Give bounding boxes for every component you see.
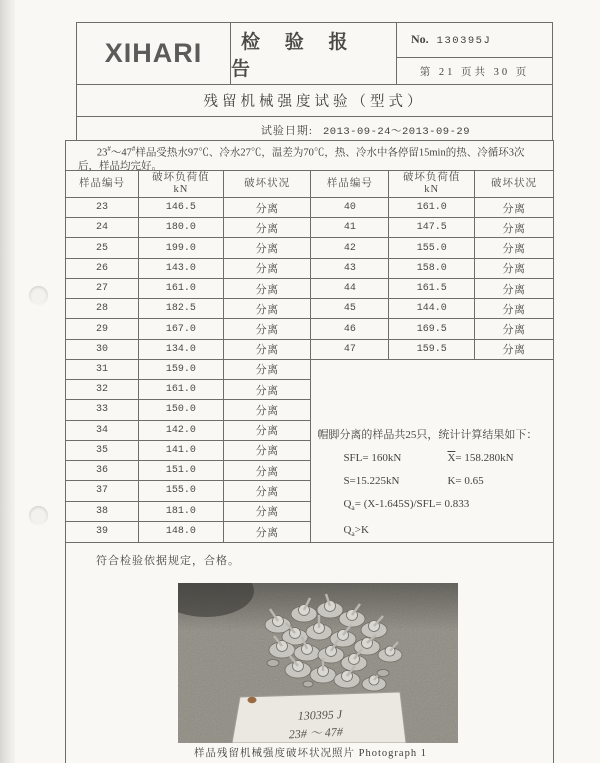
board-clip — [248, 697, 257, 703]
stats-q-value: = (X-1.645S)/SFL= 0.833 — [354, 497, 470, 510]
report-number-label: No. — [411, 32, 429, 46]
col-header-load-unit: kN — [173, 184, 189, 195]
load-value-cell: 142.0 — [139, 421, 224, 441]
sample-no-cell: 29 — [66, 319, 139, 339]
col-header-sample-no: 样品编号 — [66, 171, 139, 198]
status-cell: 分离 — [224, 259, 312, 279]
status-cell: 分离 — [475, 218, 553, 238]
stats-line-q-formula — [317, 493, 549, 519]
conclusion-text: 符合检验依据规定，合格。 — [96, 555, 240, 567]
stats-intro: 帽脚分离的样品共25只，统计计算结果如下： — [317, 428, 538, 441]
stats-line-q-check — [317, 519, 549, 545]
status-cell: 分离 — [475, 259, 553, 279]
load-value-cell: 158.0 — [389, 259, 475, 279]
intro-text: 23 — [96, 147, 108, 159]
stats-line-s-k — [317, 470, 549, 493]
status-cell: 分离 — [224, 461, 312, 481]
conclusion-section — [65, 543, 554, 763]
load-value-cell: 150.0 — [139, 400, 224, 420]
sample-no-cell: 47 — [311, 340, 389, 360]
report-number-value: 130395J — [436, 35, 492, 47]
sample-no-cell: 30 — [66, 340, 139, 360]
test-date-value: 2013-09-24～2013-09-29 — [322, 126, 470, 138]
load-value-cell: 148.0 — [139, 522, 224, 542]
stats-q-sub: a — [351, 503, 355, 513]
sample-no-cell: 38 — [66, 502, 139, 522]
status-cell: 分离 — [475, 340, 553, 360]
stats-s: S=15.225kN — [343, 474, 400, 487]
load-value-cell: 134.0 — [139, 340, 224, 360]
col-header-load — [139, 171, 224, 198]
photo-label-board — [232, 692, 406, 743]
load-value-cell: 182.5 — [139, 299, 224, 319]
status-cell: 分离 — [475, 319, 553, 339]
punch-hole-bottom — [29, 506, 48, 525]
intro-text: 样品受热水97℃、冷水27℃，温差为70℃，热、冷水中各停留15min的热、冷循环3次后，样品均完好。 — [78, 147, 525, 172]
status-cell: 分离 — [224, 340, 312, 360]
test-date-label: 试验日期: — [260, 125, 313, 137]
status-cell: 分离 — [224, 400, 312, 420]
stats-xbar: $\overline{X}$ — [447, 451, 456, 464]
sample-photo-image — [178, 583, 458, 743]
document-title: 残留机械强度试验（型式） — [76, 85, 553, 117]
status-cell: 分离 — [224, 502, 312, 522]
col-header-load-text: 破坏负荷值 — [402, 172, 461, 183]
report-number — [397, 23, 552, 58]
col-header-load-unit: kN — [424, 184, 440, 195]
load-value-cell: 159.5 — [389, 340, 475, 360]
load-value-cell: 159.0 — [139, 360, 224, 380]
hash-sup: # — [131, 145, 136, 153]
stats-line-sfl-xbar — [317, 447, 549, 470]
punch-hole-top — [29, 286, 48, 305]
sample-no-cell: 31 — [66, 360, 139, 380]
sample-no-cell: 36 — [66, 461, 139, 481]
results-table — [65, 170, 554, 543]
stats-k: K= 0.65 — [447, 474, 484, 487]
status-cell: 分离 — [224, 421, 312, 441]
sample-no-cell: 42 — [311, 238, 389, 258]
status-cell: 分离 — [224, 218, 312, 238]
load-value-cell: 141.0 — [139, 441, 224, 461]
sample-no-cell: 27 — [66, 279, 139, 299]
status-cell: 分离 — [224, 279, 312, 299]
load-value-cell: 169.5 — [389, 319, 475, 339]
load-value-cell: 180.0 — [139, 218, 224, 238]
sample-photo — [178, 583, 458, 743]
intro-text: ～47 — [110, 147, 132, 159]
sample-no-cell: 28 — [66, 299, 139, 319]
board-text-report-no: 130395 J — [297, 707, 343, 723]
status-cell: 分离 — [224, 299, 312, 319]
sample-no-cell: 34 — [66, 421, 139, 441]
sample-no-cell: 35 — [66, 441, 139, 461]
stats-q: Q — [343, 524, 352, 537]
status-cell: 分离 — [224, 522, 312, 542]
load-value-cell: 155.0 — [139, 481, 224, 501]
load-value-cell: 143.0 — [139, 259, 224, 279]
sample-no-cell: 43 — [311, 259, 389, 279]
sample-no-cell: 39 — [66, 522, 139, 542]
load-value-cell: 161.0 — [139, 380, 224, 400]
status-cell: 分离 — [475, 198, 553, 218]
load-value-cell: 155.0 — [389, 238, 475, 258]
load-value-cell: 161.0 — [389, 198, 475, 218]
sample-no-cell: 26 — [66, 259, 139, 279]
sample-no-cell: 25 — [66, 238, 139, 258]
sample-no-cell: 37 — [66, 481, 139, 501]
status-cell: 分离 — [224, 360, 312, 380]
hash-sup: # — [107, 145, 111, 153]
statistics-block — [311, 360, 553, 542]
stats-sfl: SFL= 160kN — [343, 451, 402, 464]
sample-no-cell: 46 — [311, 319, 389, 339]
load-value-cell: 161.5 — [389, 279, 475, 299]
load-value-cell: 146.5 — [139, 198, 224, 218]
company-logo: XIHARI — [77, 23, 231, 84]
board-text-sample-range: 23# ～ 47# — [288, 724, 344, 742]
col-header-load — [389, 171, 475, 198]
status-cell: 分离 — [224, 441, 312, 461]
status-cell: 分离 — [475, 238, 553, 258]
col-header-status: 破坏状况 — [475, 171, 553, 198]
page-info: 第 21 页共 30 页 — [419, 66, 530, 78]
sample-no-cell: 40 — [311, 198, 389, 218]
sample-no-cell: 41 — [311, 218, 389, 238]
col-header-load-text: 破坏负荷值 — [152, 172, 210, 183]
stats-q: Q — [343, 497, 352, 510]
load-value-cell: 161.0 — [139, 279, 224, 299]
load-value-cell: 181.0 — [139, 502, 224, 522]
status-cell: 分离 — [224, 238, 312, 258]
sample-no-cell: 44 — [311, 279, 389, 299]
page-left-edge — [0, 0, 15, 763]
status-cell: 分离 — [224, 319, 312, 339]
sample-no-cell: 24 — [66, 218, 139, 238]
load-value-cell: 147.5 — [389, 218, 475, 238]
col-header-status: 破坏状况 — [224, 171, 312, 198]
load-value-cell: 151.0 — [139, 461, 224, 481]
test-description — [65, 140, 554, 170]
load-value-cell: 199.0 — [139, 238, 224, 258]
stats-xbar-value: = 158.280kN — [455, 451, 514, 464]
load-value-cell: 167.0 — [139, 319, 224, 339]
status-cell: 分离 — [475, 299, 553, 319]
report-title: 检 验 报 告 — [231, 23, 397, 84]
test-date-row — [76, 117, 553, 141]
col-header-sample-no: 样品编号 — [311, 171, 389, 198]
status-cell: 分离 — [224, 481, 312, 501]
sample-no-cell: 33 — [66, 400, 139, 420]
load-value-cell: 144.0 — [389, 299, 475, 319]
photo-caption: 样品残留机械强度破坏状况照片 Photograph 1 — [194, 748, 427, 759]
status-cell: 分离 — [224, 198, 312, 218]
status-cell: 分离 — [224, 380, 312, 400]
sample-no-cell: 45 — [311, 299, 389, 319]
sample-no-cell: 32 — [66, 380, 139, 400]
stats-q-sub: a — [351, 529, 355, 539]
stats-q-compare: >K — [354, 524, 369, 537]
report-header — [76, 22, 553, 85]
status-cell: 分离 — [475, 279, 553, 299]
sample-no-cell: 23 — [66, 198, 139, 218]
